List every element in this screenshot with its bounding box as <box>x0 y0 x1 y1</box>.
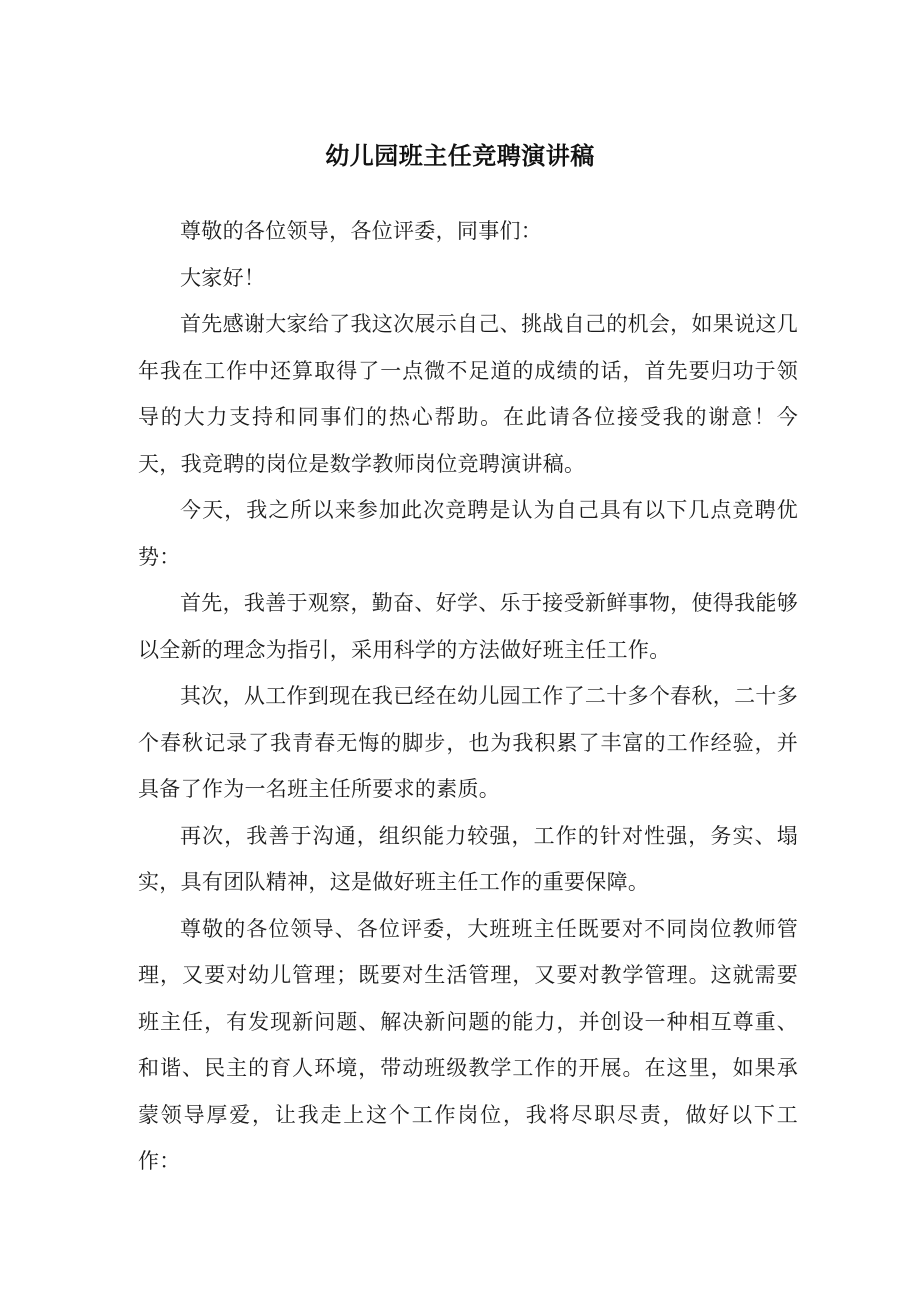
paragraph-salutation: 尊敬的各位领导，各位评委，同事们： <box>180 219 543 243</box>
paragraph-advantages-intro: 今天，我之所以来参加此次竞聘是认为自己具有以下几点竞聘优势： <box>138 498 798 569</box>
paragraph-thanks: 首先感谢大家给了我这次展示自己、挑战自己的机会，如果说这几年我在工作中还算取得了一点微不足道的成绩的话，首先要归功于领导的大力支持和同事们的热心帮助。在此请各位接受我的谢意！今天，我竞聘的岗位是数学教师岗位竞聘演讲稿。 <box>138 312 798 476</box>
paragraph-third-advantage: 再次，我善于沟通，组织能力较强，工作的针对性强，务实、塌实，具有团队精神，这是做好班主任工作的重要保障。 <box>138 823 798 894</box>
document-title: 幼儿园班主任竞聘演讲稿 <box>325 142 595 171</box>
paragraph-commitment: 尊敬的各位领导、各位评委，大班班主任既要对不同岗位教师管理，又要对幼儿管理；既要对生活管理，又要对教学管理。这就需要班主任，有发现新问题、解决新问题的能力，并创设一种相互尊重、和谐、民主的育人环境，带动班级教学工作的开展。在这里，如果承蒙领导厚爱，让我走上这个工作岗位，我将尽职尽责，做好以下工作： <box>138 916 798 1173</box>
paragraph-first-advantage: 首先，我善于观察，勤奋、好学、乐于接受新鲜事物，使得我能够以全新的理念为指引，采用科学的方法做好班主任工作。 <box>138 591 798 662</box>
paragraph-greeting: 大家好！ <box>180 265 266 290</box>
document-body <box>138 208 798 1185</box>
paragraph-second-advantage: 其次，从工作到现在我已经在幼儿园工作了二十多个春秋，二十多个春秋记录了我青春无悔的脚步，也为我积累了丰富的工作经验，并具备了作为一名班主任所要求的素质。 <box>138 684 798 801</box>
